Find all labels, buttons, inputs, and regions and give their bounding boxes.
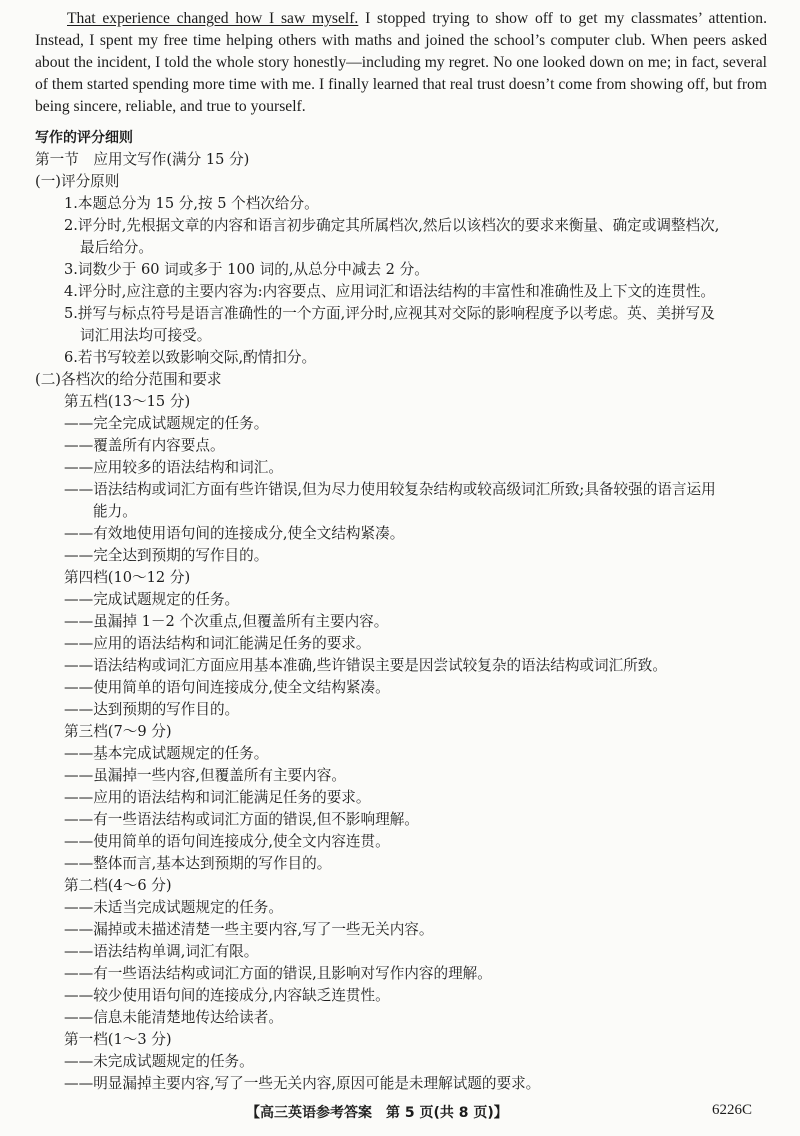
level2-item: ——信息未能清楚地传达给读者。 bbox=[64, 1009, 283, 1026]
levels-title: (二)各档次的给分范围和要求 bbox=[35, 371, 222, 388]
essay-underlined-sentence: That experience changed how I saw myself. bbox=[67, 10, 359, 27]
principle-item: 6.若书写较差以致影响交际,酌情扣分。 bbox=[64, 349, 317, 366]
level3-title: 第三档(7～9 分) bbox=[64, 723, 172, 740]
level5-item: ——应用较多的语法结构和词汇。 bbox=[64, 459, 283, 476]
level3-item: ——有一些语法结构或词汇方面的错误,但不影响理解。 bbox=[64, 811, 419, 828]
level2-item: ——语法结构单调,词汇有限。 bbox=[64, 943, 259, 960]
scoring-heading: 写作的评分细则 bbox=[35, 130, 133, 146]
principle-item: 3.词数少于 60 词或多于 100 词的,从总分中减去 2 分。 bbox=[64, 261, 429, 278]
level4-item: ——虽漏掉 1－2 个次重点,但覆盖所有主要内容。 bbox=[64, 613, 389, 630]
level4-item: ——应用的语法结构和词汇能满足任务的要求。 bbox=[64, 635, 371, 652]
level5-item-cont: 能力。 bbox=[93, 503, 137, 520]
level4-item: ——完成试题规定的任务。 bbox=[64, 591, 240, 608]
level3-item: ——应用的语法结构和词汇能满足任务的要求。 bbox=[64, 789, 371, 806]
essay-text: I stopped trying to show off to get my classmates’ attention. Instead, I spent my free time helping others with maths and joined the school’s computer club. When peers asked about the incident, I told the whole story honestly—including my regret. No one looked down on me; in fact, several of them started spending more time with me. I finally learned that real trust doesn’t come from showing off, but from being sincere, reliable, and true to yourself. bbox=[35, 10, 767, 115]
level3-item: ——基本完成试题规定的任务。 bbox=[64, 745, 269, 762]
principle-item: 5.拼写与标点符号是语言准确性的一个方面,评分时,应视其对交际的影响程度予以考虑。英、美拼写及 bbox=[64, 305, 715, 322]
principle-item-cont: 词汇用法均可接受。 bbox=[80, 327, 212, 344]
level4-item: ——达到预期的写作目的。 bbox=[64, 701, 240, 718]
level5-item: ——完全完成试题规定的任务。 bbox=[64, 415, 269, 432]
level4-title: 第四档(10～12 分) bbox=[64, 569, 191, 586]
principle-item-cont: 最后给分。 bbox=[80, 239, 153, 256]
level3-item: ——使用简单的语句间连接成分,使全文内容连贯。 bbox=[64, 833, 390, 850]
principle-item: 2.评分时,先根据文章的内容和语言初步确定其所属档次,然后以该档次的要求来衡量、确定或调整档次, bbox=[64, 217, 720, 234]
principle-item: 4.评分时,应注意的主要内容为:内容要点、应用词汇和语法结构的丰富性和准确性及上下文的连贯性。 bbox=[64, 283, 716, 300]
footer-paper-code: 6226C bbox=[712, 1102, 753, 1118]
level5-item: ——覆盖所有内容要点。 bbox=[64, 437, 225, 454]
level3-item: ——虽漏掉一些内容,但覆盖所有主要内容。 bbox=[64, 767, 346, 784]
level2-item: ——未适当完成试题规定的任务。 bbox=[64, 899, 283, 916]
principle-item: 1.本题总分为 15 分,按 5 个档次给分。 bbox=[64, 195, 319, 212]
level5-item: ——完全达到预期的写作目的。 bbox=[64, 547, 269, 564]
principles-title: (一)评分原则 bbox=[35, 173, 120, 190]
footer-page-label: 【高三英语参考答案 第 5 页(共 8 页)】 bbox=[246, 1105, 508, 1121]
level2-title: 第二档(4～6 分) bbox=[64, 877, 172, 894]
level2-item: ——较少使用语句间的连接成分,内容缺乏连贯性。 bbox=[64, 987, 390, 1004]
level5-item: ——语法结构或词汇方面有些许错误,但为尽力使用较复杂结构或较高级词汇所致;具备较强的语言运用 bbox=[64, 481, 716, 498]
section-title: 第一节 应用文写作(满分 15 分) bbox=[35, 151, 250, 168]
level4-item: ——语法结构或词汇方面应用基本准确,些许错误主要是因尝试较复杂的语法结构或词汇所致。 bbox=[64, 657, 667, 674]
level1-item: ——明显漏掉主要内容,写了一些无关内容,原因可能是未理解试题的要求。 bbox=[64, 1075, 541, 1092]
level5-title: 第五档(13～15 分) bbox=[64, 393, 191, 410]
level2-item: ——有一些语法结构或词汇方面的错误,且影响对写作内容的理解。 bbox=[64, 965, 492, 982]
level3-item: ——整体而言,基本达到预期的写作目的。 bbox=[64, 855, 332, 872]
level2-item: ——漏掉或未描述清楚一些主要内容,写了一些无关内容。 bbox=[64, 921, 434, 938]
level4-item: ——使用简单的语句间连接成分,使全文结构紧凑。 bbox=[64, 679, 390, 696]
level1-title: 第一档(1～3 分) bbox=[64, 1031, 172, 1048]
level1-item: ——未完成试题规定的任务。 bbox=[64, 1053, 254, 1070]
essay-paragraph bbox=[35, 8, 767, 118]
level5-item: ——有效地使用语句间的连接成分,使全文结构紧凑。 bbox=[64, 525, 405, 542]
